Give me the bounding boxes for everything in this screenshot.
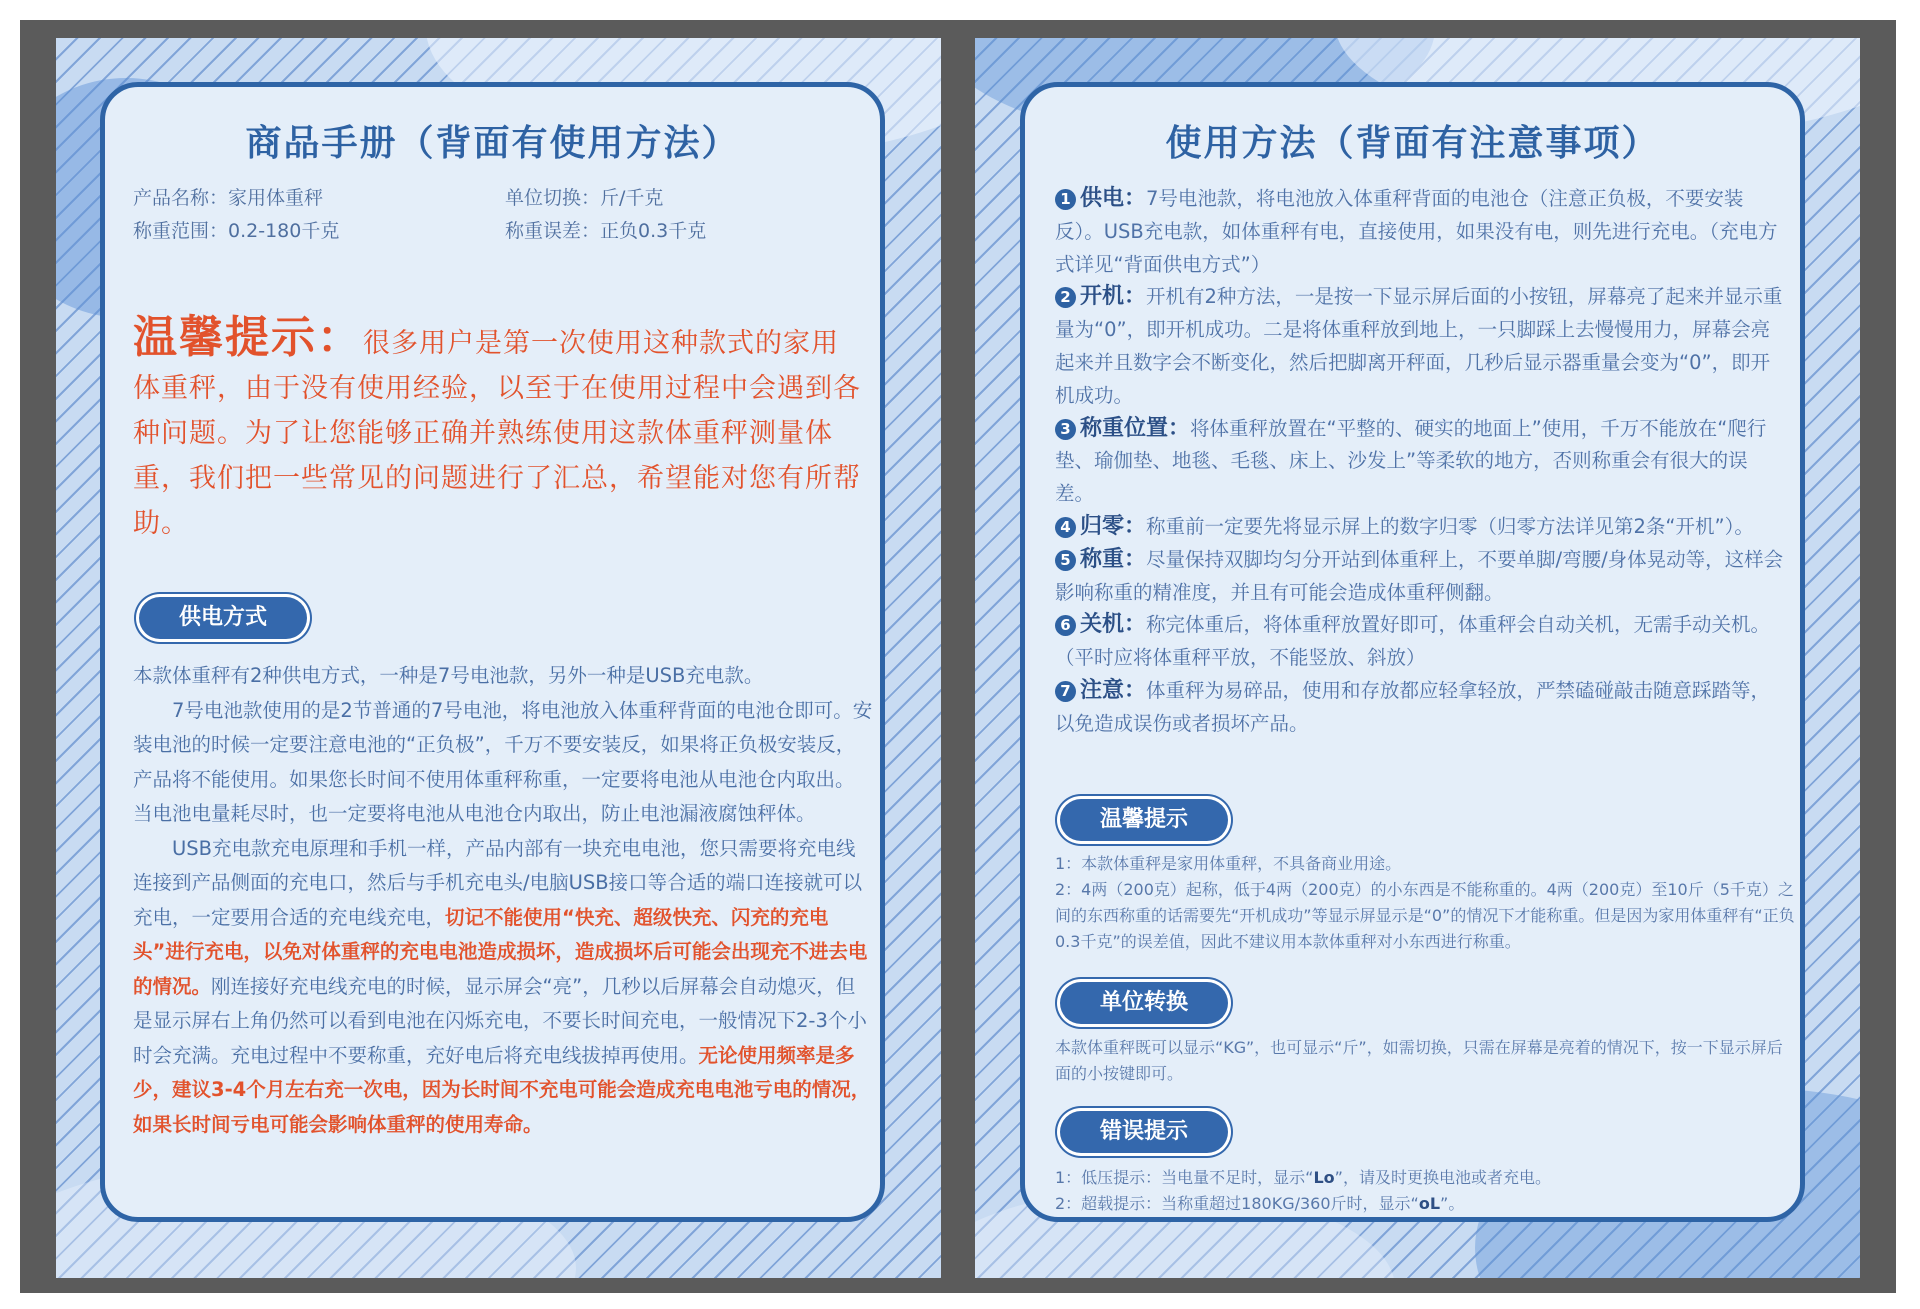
step-power: 1 供电：7号电池款，将电池放入体重秤背面的电池仓（注意正负极，不要安装反）。USB充电款，如体重秤有电，直接使用，如果没有电，则先进行充电。（充电方式详见“背面供电方式”） [1055,186,1778,276]
step-position: 3 称重位置：将体重秤放置在“平整的、硬实的地面上”使用，千万不能放在“爬行垫、瑜伽垫、地毯、毛毯、床上、沙发上”等柔软的地方，否则称重会有很大的误差。 [1055,415,1767,506]
step-caution: 7 注意：体重秤为易碎品，使用和存放都应轻拿轻放，严禁磕碰敲击随意踩踏等，以免造成误伤或者损坏产品。 [1055,677,1771,735]
usage-instructions-page [975,38,1860,1278]
product-manual-page [56,38,941,1278]
error-code-ol: oL [1418,1194,1441,1213]
power-paragraph-1: 本款体重秤有2种供电方式，一种是7号电池款，另外一种是USB充电款。 [133,664,764,687]
power-paragraph-2: 7号电池款使用的是2节普通的7号电池，将电池放入体重秤背面的电池仓即可。安装电池的时候一定要注意电池的“正负极”，千万不要安装反，如果将正负极安装反，产品将不能使用。如果您长时间不使用体重秤称重，一定要将电池从电池仓内取出。当电池电量耗尽时，也一定要将电池从电池仓内取出，防止电池漏液腐蚀秤体。 [133,698,873,825]
usb-text: USB充电款充电原理和手机一样，产品内部有一块充电电池，您只需要将充电线连接到产品侧面的充电口，然后与手机充电头/电脑USB接口等合适的端口连接就可以充电，一定要用合适的充电线充电， [133,836,863,929]
spec-product-name: 产品名称：家用体重秤 [133,187,324,209]
step-zero: 4 归零：称重前一定要先将显示屏上的数字归零（归零方法详见第2条“开机”）。 [1055,511,1785,544]
warm-tip-text: 很多用户是第一次使用这种款式的家用体重秤，由于没有使用经验，以至于在使用过程中会遇到各种问题。为了让您能够正确并熟练使用这款体重秤测量体重，我们把一些常见的问题进行了汇总，希望能对您有所帮助。 [133,328,861,539]
spec-weight-error: 称重误差：正负0.3千克 [505,220,707,242]
fast-charge-warning: 切记不能使用“快充、超级快充、闪充的充电头”进行充电，以免对体重秤的充电电池造成损坏，造成损坏后可能会出现充不进去电的情况。 [133,905,868,998]
unit-conversion-text: 本款体重秤既可以显示“KG”，也可显示“斤”，如需切换，只需在屏幕是亮着的情况下，按一下显示屏后面的小按键即可。 [1055,1038,1783,1083]
usage-steps [1055,183,1785,741]
power-paragraph-3 [133,832,873,1143]
tip-item: 1：本款体重秤是家用体重秤，不具备商业用途。 [1055,854,1402,873]
number-2-icon: 2 [1055,287,1076,308]
step-power-off: 6 关机：称完体重后，将体重秤放置好即可，体重秤会自动关机，无需手动关机。（平时应将体重秤平放，不能竖放、斜放） [1055,612,1771,670]
power-section-text [133,659,873,1142]
number-6-icon: 6 [1055,615,1076,636]
section-label-power: 供电方式 [139,597,307,639]
spec-weight-range: 称重范围：0.2-180千克 [133,220,340,242]
step-weigh: 5 称重：尽量保持双脚均匀分开站到体重秤上，不要单脚/弯腰/身体晃动等，这样会影响称重的精准度，并且有可能会造成体重秤侧翻。 [1055,546,1784,604]
error-code-lo: Lo [1313,1168,1335,1187]
manual-card [100,82,885,1222]
number-1-icon: 1 [1055,189,1076,210]
page-title: 使用方法（背面有注意事项） [1165,123,1660,164]
warm-tip-block [133,312,863,546]
number-3-icon: 3 [1055,419,1076,440]
warm-tip-heading: 温馨提示： [133,312,363,363]
error-item-low-voltage: 1：低压提示：当电量不足时，显示“Lo”，请及时更换电池或者充电。 [1055,1168,1551,1187]
tip-item: 2：4两（200克）起称，低于4两（200克）的小东西是不能称重的。4两（200克）至10斤（5千克）之间的东西称重的话需要先“开机成功”等显示屏显示是“0”的情况下才能称重。但是因为家用体重秤有“正负0.3千克”的误差值，因此不建议用本款体重秤对小东西进行称重。 [1055,880,1795,951]
step-power-on: 2 开机：开机有2种方法，一是按一下显示屏后面的小按钮，屏幕亮了起来并显示重量为“0”，即开机成功。二是将体重秤放到地上，一只脚踩上去慢慢用力，屏幕会亮起来并且数字会不断变化，然后把脚离开秤面，几秒后显示器重量会变为“0”，即开机成功。 [1055,284,1783,407]
error-item-overload: 2：超载提示：当称重超过180KG/360斤时，显示“oL”。 [1055,1194,1465,1213]
unit-text [1055,1035,1795,1087]
tips-list [1055,851,1795,955]
spec-unit-switch: 单位切换：斤/千克 [505,187,664,209]
error-list [1055,1165,1795,1217]
number-4-icon: 4 [1055,517,1076,538]
recharge-advice: 无论使用频率是多少，建议3-4个月左右充一次电，因为长时间不充电可能会造成充电电池亏电的情况，如果长时间亏电可能会影响体重秤的使用寿命。 [133,1043,871,1136]
section-label-tips: 温馨提示 [1060,799,1228,841]
section-label-unit: 单位转换 [1060,982,1228,1024]
charging-text: 刚连接好充电线充电的时候，显示屏会“亮”，几秒以后屏幕会自动熄灭，但是显示屏右上角仍然可以看到电池在闪烁充电，不要长时间充电，一般情况下2-3个小时会充满。充电过程中不要称重，充好电后将充电线拔掉再使用。 [133,974,867,1067]
usage-card [1020,82,1805,1222]
page-title: 商品手册（背面有使用方法） [245,123,740,164]
number-7-icon: 7 [1055,681,1076,702]
number-5-icon: 5 [1055,550,1076,571]
section-label-errors: 错误提示 [1060,1111,1228,1153]
